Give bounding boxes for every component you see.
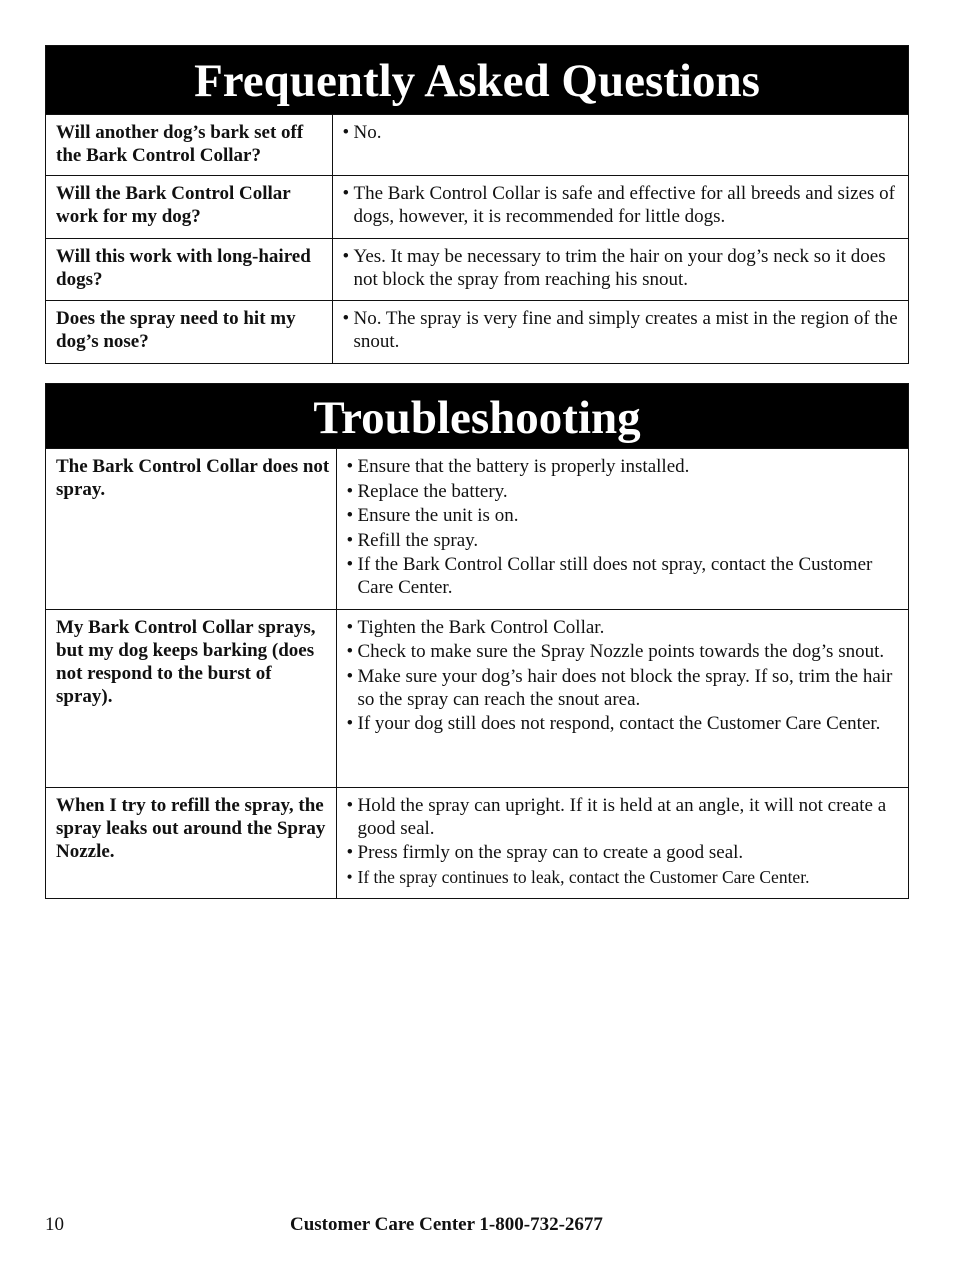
- faq-answer-cell: [332, 301, 908, 363]
- bullet: •: [346, 665, 354, 687]
- solution-item: • Ensure the unit is on.: [346, 505, 519, 526]
- problem-description: When I try to refill the spray, the spray leaks out around the Spray Nozzle.: [46, 787, 336, 898]
- bullet: •: [342, 308, 350, 329]
- problem-description: My Bark Control Collar sprays, but my dog keeps barking (does not respond to the burst of spray).: [46, 609, 336, 787]
- solution-item: • If the spray continues to leak, contact the Customer Care Center.: [346, 866, 810, 887]
- bullet: •: [342, 122, 350, 143]
- faq-row: [46, 301, 908, 363]
- faq-row: [46, 115, 908, 176]
- faq-answer: • The Bark Control Collar is safe and effective for all breeds and sizes of dogs, however, it is recommended for little dogs.: [342, 183, 895, 227]
- troubleshooting-row: [46, 449, 908, 610]
- faq-question: Will another dog’s bark set off the Bark Control Collar?: [46, 115, 332, 176]
- faq-answer: • No. The spray is very fine and simply creates a mist in the region of the snout.: [342, 308, 898, 352]
- solution-cell: [336, 787, 908, 898]
- bullet: •: [342, 245, 350, 267]
- page-number: 10: [45, 1214, 64, 1235]
- bullet: •: [346, 713, 354, 734]
- solution-item: • Refill the spray.: [346, 529, 479, 551]
- faq-row: [46, 238, 908, 301]
- solution-item: • Press firmly on the spray can to create a good seal.: [346, 842, 744, 863]
- bullet: •: [346, 641, 354, 662]
- faq-question: Will this work with long-haired dogs?: [46, 238, 332, 301]
- faq-answer-cell: [332, 238, 908, 301]
- bullet: •: [346, 616, 354, 638]
- solution-item: • Check to make sure the Spray Nozzle points towards the dog’s snout.: [346, 641, 885, 662]
- solution-cell: [336, 449, 908, 610]
- bullet: •: [342, 183, 350, 204]
- faq-answer-cell: [332, 115, 908, 176]
- problem-description: The Bark Control Collar does not spray.: [46, 449, 336, 610]
- troubleshooting-table: [46, 448, 908, 898]
- solution-item: • Make sure your dog’s hair does not block the spray. If so, trim the hair so the spray can reach the snout area.: [346, 665, 893, 710]
- bullet: •: [346, 866, 353, 887]
- bullet: •: [346, 554, 354, 575]
- solution-item: • Replace the battery.: [346, 480, 508, 502]
- faq-title: Frequently Asked Questions: [46, 46, 908, 114]
- troubleshooting-title: Troubleshooting: [46, 384, 908, 448]
- bullet: •: [346, 456, 354, 477]
- solution-cell: [336, 609, 908, 787]
- faq-answer: • Yes. It may be necessary to trim the hair on your dog’s neck so it does not block the spray from reaching his snout.: [342, 245, 886, 290]
- faq-answer-cell: [332, 176, 908, 239]
- customer-care-line: Customer Care Center 1-800-732-2677: [290, 1214, 603, 1235]
- solution-item: • If your dog still does not respond, contact the Customer Care Center.: [346, 713, 881, 734]
- bullet: •: [346, 529, 354, 551]
- solution-item: • Tighten the Bark Control Collar.: [346, 616, 605, 638]
- faq-question: Does the spray need to hit my dog’s nose?: [46, 301, 332, 363]
- troubleshooting-panel: [45, 383, 909, 899]
- bullet: •: [346, 794, 354, 816]
- bullet: •: [346, 842, 354, 863]
- faq-table: [46, 114, 908, 363]
- bullet: •: [346, 480, 354, 502]
- faq-answer: • No.: [342, 122, 382, 143]
- solution-item: • Hold the spray can upright. If it is held at an angle, it will not create a good seal.: [346, 794, 887, 839]
- troubleshooting-row: [46, 609, 908, 787]
- page-footer: [45, 1214, 909, 1238]
- solution-item: • If the Bark Control Collar still does not spray, contact the Customer Care Center.: [346, 554, 873, 598]
- troubleshooting-row: [46, 787, 908, 898]
- faq-question: Will the Bark Control Collar work for my dog?: [46, 176, 332, 239]
- bullet: •: [346, 505, 354, 526]
- faq-row: [46, 176, 908, 239]
- faq-panel: [45, 45, 909, 364]
- solution-item: • Ensure that the battery is properly installed.: [346, 456, 690, 477]
